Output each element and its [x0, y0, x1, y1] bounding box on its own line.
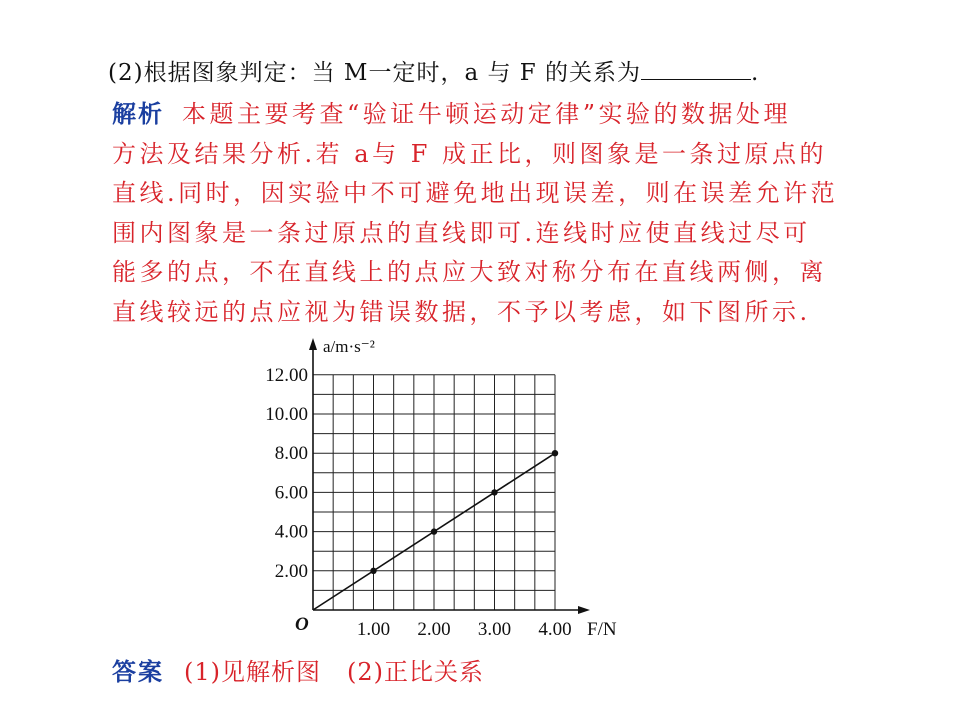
x-tick-label: 3.00 — [477, 619, 512, 640]
origin-label: O — [295, 614, 309, 635]
answer-block — [112, 652, 484, 687]
answer-label: 答案 — [112, 657, 164, 686]
answer-blank — [641, 57, 751, 80]
y-tick-label: 6.00 — [274, 482, 308, 504]
data-point — [491, 489, 497, 495]
question-text — [108, 54, 759, 87]
x-tick-label: 4.00 — [538, 619, 572, 640]
x-axis-arrow — [578, 606, 590, 614]
y-axis-arrow — [309, 338, 317, 350]
analysis-line-2: 方法及结果分析.若 a与 F 成正比，则图象是一条过原点的 — [112, 139, 827, 168]
analysis-label: 解析 — [112, 99, 164, 128]
analysis-line-3: 直线.同时，因实验中不可避免地出现误差，则在误差允许范 — [112, 179, 839, 207]
data-point — [431, 528, 437, 534]
x-tick-label: 1.00 — [356, 619, 391, 640]
answer-part-1: (1)见解析图 — [184, 658, 321, 686]
y-axis-label: a/m·s⁻² — [323, 337, 375, 356]
data-point — [552, 450, 558, 456]
question-body: (2)根据图象判定：当 M一定时，a 与 F 的关系为 — [108, 60, 642, 86]
analysis-line-5: 能多的点，不在直线上的点应大致对称分布在直线两侧，离 — [112, 258, 827, 286]
x-axis-label: F/N — [587, 619, 617, 640]
analysis-line-1 — [112, 94, 872, 135]
y-tick-label: 12.00 — [265, 364, 308, 386]
x-tick-label: 2.00 — [417, 619, 451, 640]
analysis-block — [112, 94, 872, 332]
a-f-chart — [230, 330, 650, 645]
analysis-line-4: 围内图象是一条过原点的直线即可.连线时应使直线过尽可 — [112, 218, 811, 247]
analysis-text-1: 本题主要考查“验证牛顿运动定律”实验的数据处理 — [182, 100, 792, 128]
answer-part-2: (2)正比关系 — [347, 658, 484, 686]
question-end: . — [751, 60, 760, 86]
analysis-line-6: 直线较远的点应视为错误数据，不予以考虑，如下图所示. — [112, 297, 811, 326]
y-tick-label: 8.00 — [274, 443, 308, 465]
y-tick-label: 2.00 — [274, 560, 308, 582]
data-point — [370, 568, 376, 574]
y-tick-label: 4.00 — [274, 521, 308, 543]
y-tick-label: 10.00 — [265, 404, 308, 425]
